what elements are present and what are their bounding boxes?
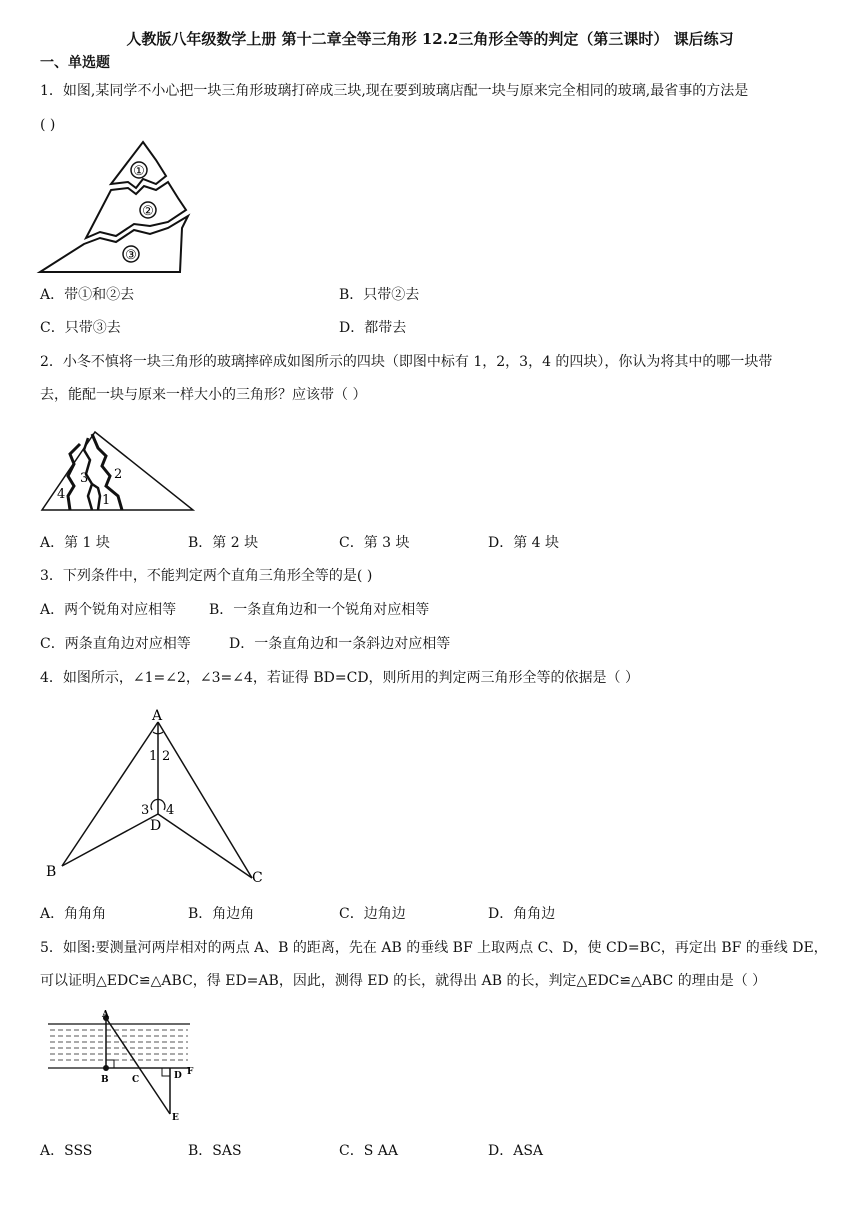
q2-figure bbox=[40, 430, 195, 512]
q5-label-E: E bbox=[172, 1113, 179, 1123]
q2-crack-1 bbox=[68, 444, 80, 510]
q3-option-a: A．两个锐角对应相等 bbox=[40, 602, 177, 618]
q5-option-d: D．ASA bbox=[488, 1143, 544, 1159]
q4-figure bbox=[40, 706, 280, 890]
q2-label-1: 1 bbox=[102, 493, 111, 508]
q4-label-D: D bbox=[150, 818, 162, 834]
q5-label-C: C bbox=[132, 1075, 140, 1085]
q4-label-3: 3 bbox=[141, 803, 150, 818]
q3-option-d: D．一条直角边和一条斜边对应相等 bbox=[229, 636, 451, 652]
q2-label-2: 2 bbox=[114, 467, 123, 482]
q5-label-A: A bbox=[102, 1010, 109, 1020]
q5-figure bbox=[46, 1010, 196, 1122]
q3-option-b: B．一条直角边和一个锐角对应相等 bbox=[209, 602, 430, 618]
q5-option-b: B．SAS bbox=[188, 1143, 242, 1159]
q5-label-D: D bbox=[174, 1071, 182, 1081]
q4-label-A: A bbox=[152, 708, 163, 724]
q4-option-a: A．角角角 bbox=[40, 906, 107, 922]
q2-label-3: 3 bbox=[80, 471, 89, 486]
q2-option-d: D．第 4 块 bbox=[488, 535, 560, 551]
q4-option-c: C．边角边 bbox=[339, 906, 406, 922]
q5-option-a: A．SSS bbox=[40, 1143, 93, 1159]
q1-figure bbox=[38, 140, 188, 278]
q1-option-a: A．带①和②去 bbox=[40, 287, 135, 303]
q3-text: 3．下列条件中，不能判定两个直角三角形全等的是( ) bbox=[40, 568, 373, 584]
q4-label-4: 4 bbox=[166, 803, 175, 818]
q2-text-line1: 2．小冬不慎将一块三角形的玻璃摔碎成如图所示的四块（即图中标有 1，2，3，4 的四块），你认为将其中的哪一块带 bbox=[40, 354, 773, 370]
q2-crack-4 bbox=[92, 484, 100, 510]
q1-text-line1: 1．如图,某同学不小心把一块三角形玻璃打碎成三块,现在要到玻璃店配一块与原来完全相同的玻璃,最省事的方法是 bbox=[40, 83, 749, 99]
q1-piece-3 bbox=[40, 216, 188, 272]
q3-option-c: C．两条直角边对应相等 bbox=[40, 636, 191, 652]
q1-label-2: ② bbox=[142, 204, 154, 219]
section-heading: 一、单选题 bbox=[40, 55, 110, 71]
q4-option-d: D．角角边 bbox=[488, 906, 556, 922]
q5-label-B: B bbox=[101, 1075, 109, 1085]
q4-text: 4．如图所示，∠1=∠2，∠3=∠4，若证得 BD=CD，则所用的判定两三角形全等的依据是（ ） bbox=[40, 670, 639, 686]
q1-option-d: D．都带去 bbox=[339, 320, 407, 336]
q2-option-c: C．第 3 块 bbox=[339, 535, 410, 551]
q5-option-c: C．S AA bbox=[339, 1143, 398, 1159]
q1-option-c: C．只带③去 bbox=[40, 320, 121, 336]
q5-text-line2: 可以证明△EDC≌△ABC，得 ED=AB，因此，测得 ED 的长，就得出 AB 的长，判定△EDC≌△ABC 的理由是（ ） bbox=[40, 973, 767, 989]
q2-option-b: B．第 2 块 bbox=[188, 535, 259, 551]
q4-label-C: C bbox=[252, 870, 263, 886]
q1-option-b: B．只带②去 bbox=[339, 287, 420, 303]
q4-option-b: B．角边角 bbox=[188, 906, 255, 922]
page-title: 人教版八年级数学上册 第十二章全等三角形 12.2三角形全等的判定（第三课时） 课后练习 bbox=[126, 30, 734, 48]
q4-label-B: B bbox=[46, 864, 57, 880]
q4-label-1: 1 bbox=[149, 749, 158, 764]
q5-label-F: F bbox=[187, 1067, 194, 1077]
q1-label-1: ① bbox=[133, 164, 145, 179]
q1-text-line2: ( ) bbox=[40, 117, 56, 133]
q2-text-line2: 去，能配一块与原来一样大小的三角形？应该带（ ） bbox=[40, 387, 367, 403]
q4-label-2: 2 bbox=[162, 749, 171, 764]
q2-label-4: 4 bbox=[57, 487, 66, 502]
q1-label-3: ③ bbox=[125, 248, 137, 263]
q2-option-a: A．第 1 块 bbox=[40, 535, 110, 551]
q5-text-line1: 5．如图:要测量河两岸相对的两点 A、B 的距离，先在 AB 的垂线 BF 上取两点 C、D，使 CD=BC，再定出 BF 的垂线 DE， bbox=[40, 940, 828, 956]
